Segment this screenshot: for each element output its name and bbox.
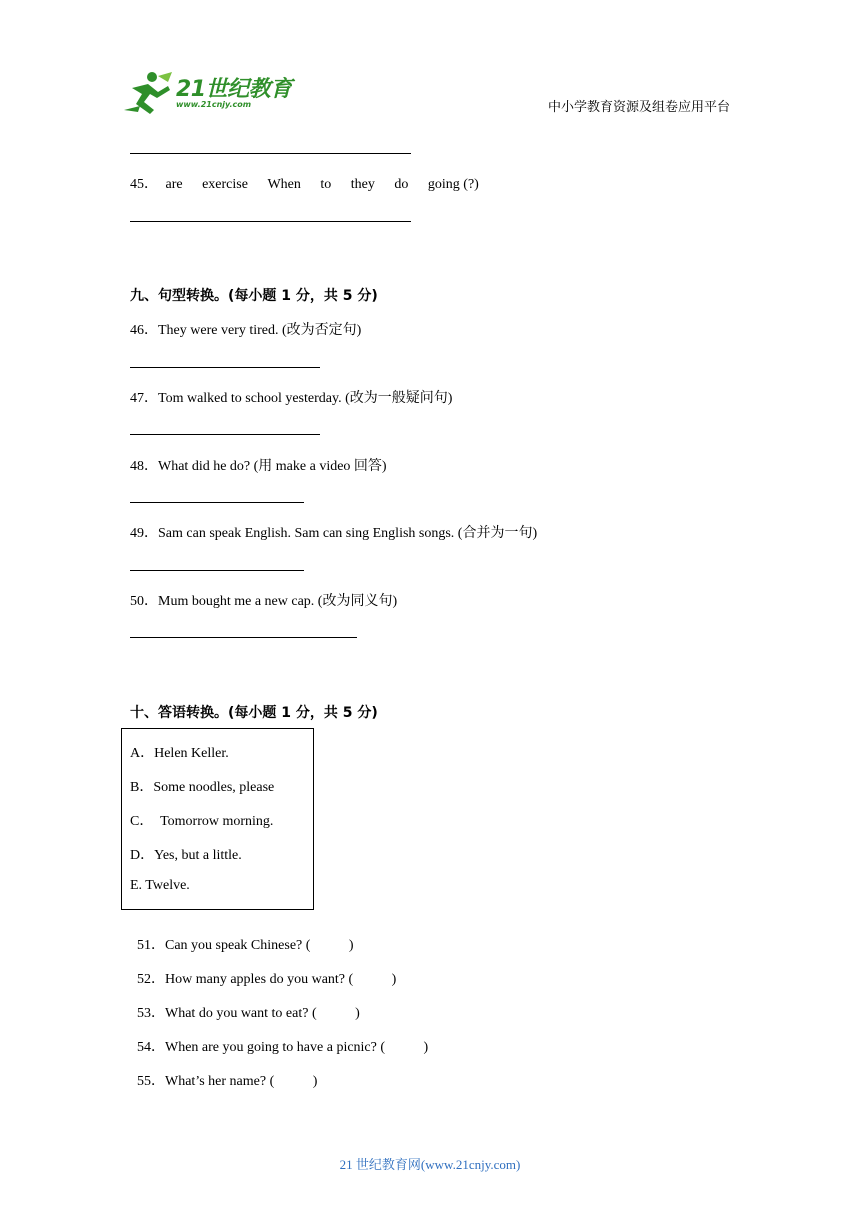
- answer-line-46: [130, 367, 320, 368]
- answer-line-47: [130, 434, 320, 435]
- question-text: When are you going to have a picnic? ( ): [165, 1040, 429, 1055]
- question-text: Sam can speak English. Sam can sing English songs. (合并为一句): [158, 526, 538, 541]
- question-number: 55．: [137, 1074, 165, 1089]
- question-text: How many apples do you want? ( ): [165, 972, 397, 987]
- question-text: Tom walked to school yesterday. (改为一般疑问句): [158, 391, 453, 406]
- logo-text: 21世纪教育: [176, 77, 292, 102]
- option-c: C． Tomorrow morning.: [130, 814, 274, 829]
- answer-line-49: [130, 570, 304, 571]
- option-b: B．Some noodles, please: [130, 780, 275, 795]
- question-number: 47．: [130, 391, 158, 406]
- word-4: to: [320, 177, 332, 192]
- runner-logo-icon: [122, 70, 174, 116]
- answer-line-45: [130, 221, 411, 222]
- footer-link[interactable]: 21 世纪教育网(www.21cnjy.com): [339, 1157, 521, 1172]
- question-49: [130, 522, 537, 542]
- option-e: E. Twelve.: [130, 878, 190, 893]
- word-3: When: [267, 177, 301, 192]
- question-55: [130, 1054, 317, 1090]
- header-platform-text: 中小学教育资源及组卷应用平台: [548, 99, 731, 114]
- question-number: 48．: [130, 459, 158, 474]
- question-number: 45．: [130, 177, 158, 192]
- answer-line-48: [130, 502, 304, 503]
- logo-url: www.21cnjy.com: [176, 100, 252, 109]
- question-46: [130, 319, 361, 339]
- question-text: What did he do? (用 make a video 回答): [158, 459, 387, 474]
- logo: [122, 70, 292, 116]
- answer-line-44: [130, 153, 411, 154]
- question-53: [130, 986, 360, 1022]
- section-9-title: 九、句型转换。(每小题 1 分，共 5 分): [130, 288, 378, 304]
- question-51: [130, 918, 354, 954]
- question-50: [130, 590, 397, 610]
- question-number: 54．: [137, 1040, 165, 1055]
- question-number: 49．: [130, 526, 158, 541]
- section-10-title: 十、答语转换。(每小题 1 分，共 5 分): [130, 705, 378, 721]
- question-52: [130, 952, 396, 988]
- answer-line-50: [130, 637, 357, 638]
- word-7: going (?): [427, 177, 479, 192]
- question-number: 50．: [130, 594, 158, 609]
- word-1: are: [165, 177, 183, 192]
- question-text: What do you want to eat? ( ): [165, 1006, 360, 1021]
- word-2: exercise: [202, 177, 248, 192]
- question-number: 46．: [130, 323, 158, 338]
- option-d: D．Yes, but a little.: [130, 848, 242, 863]
- question-number: 51．: [137, 938, 165, 953]
- question-text: Mum bought me a new cap. (改为同义句): [158, 594, 398, 609]
- question-text: What’s her name? ( ): [165, 1074, 318, 1089]
- question-54: [130, 1020, 428, 1056]
- question-number: 52．: [137, 972, 165, 987]
- question-45: [130, 173, 479, 193]
- word-6: do: [394, 177, 409, 192]
- question-47: [130, 387, 452, 407]
- option-a: A．Helen Keller.: [130, 746, 229, 761]
- question-text: Can you speak Chinese? ( ): [165, 938, 354, 953]
- word-5: they: [350, 177, 375, 192]
- question-number: 53．: [137, 1006, 165, 1021]
- question-48: [130, 455, 387, 475]
- question-text: They were very tired. (改为否定句): [158, 323, 362, 338]
